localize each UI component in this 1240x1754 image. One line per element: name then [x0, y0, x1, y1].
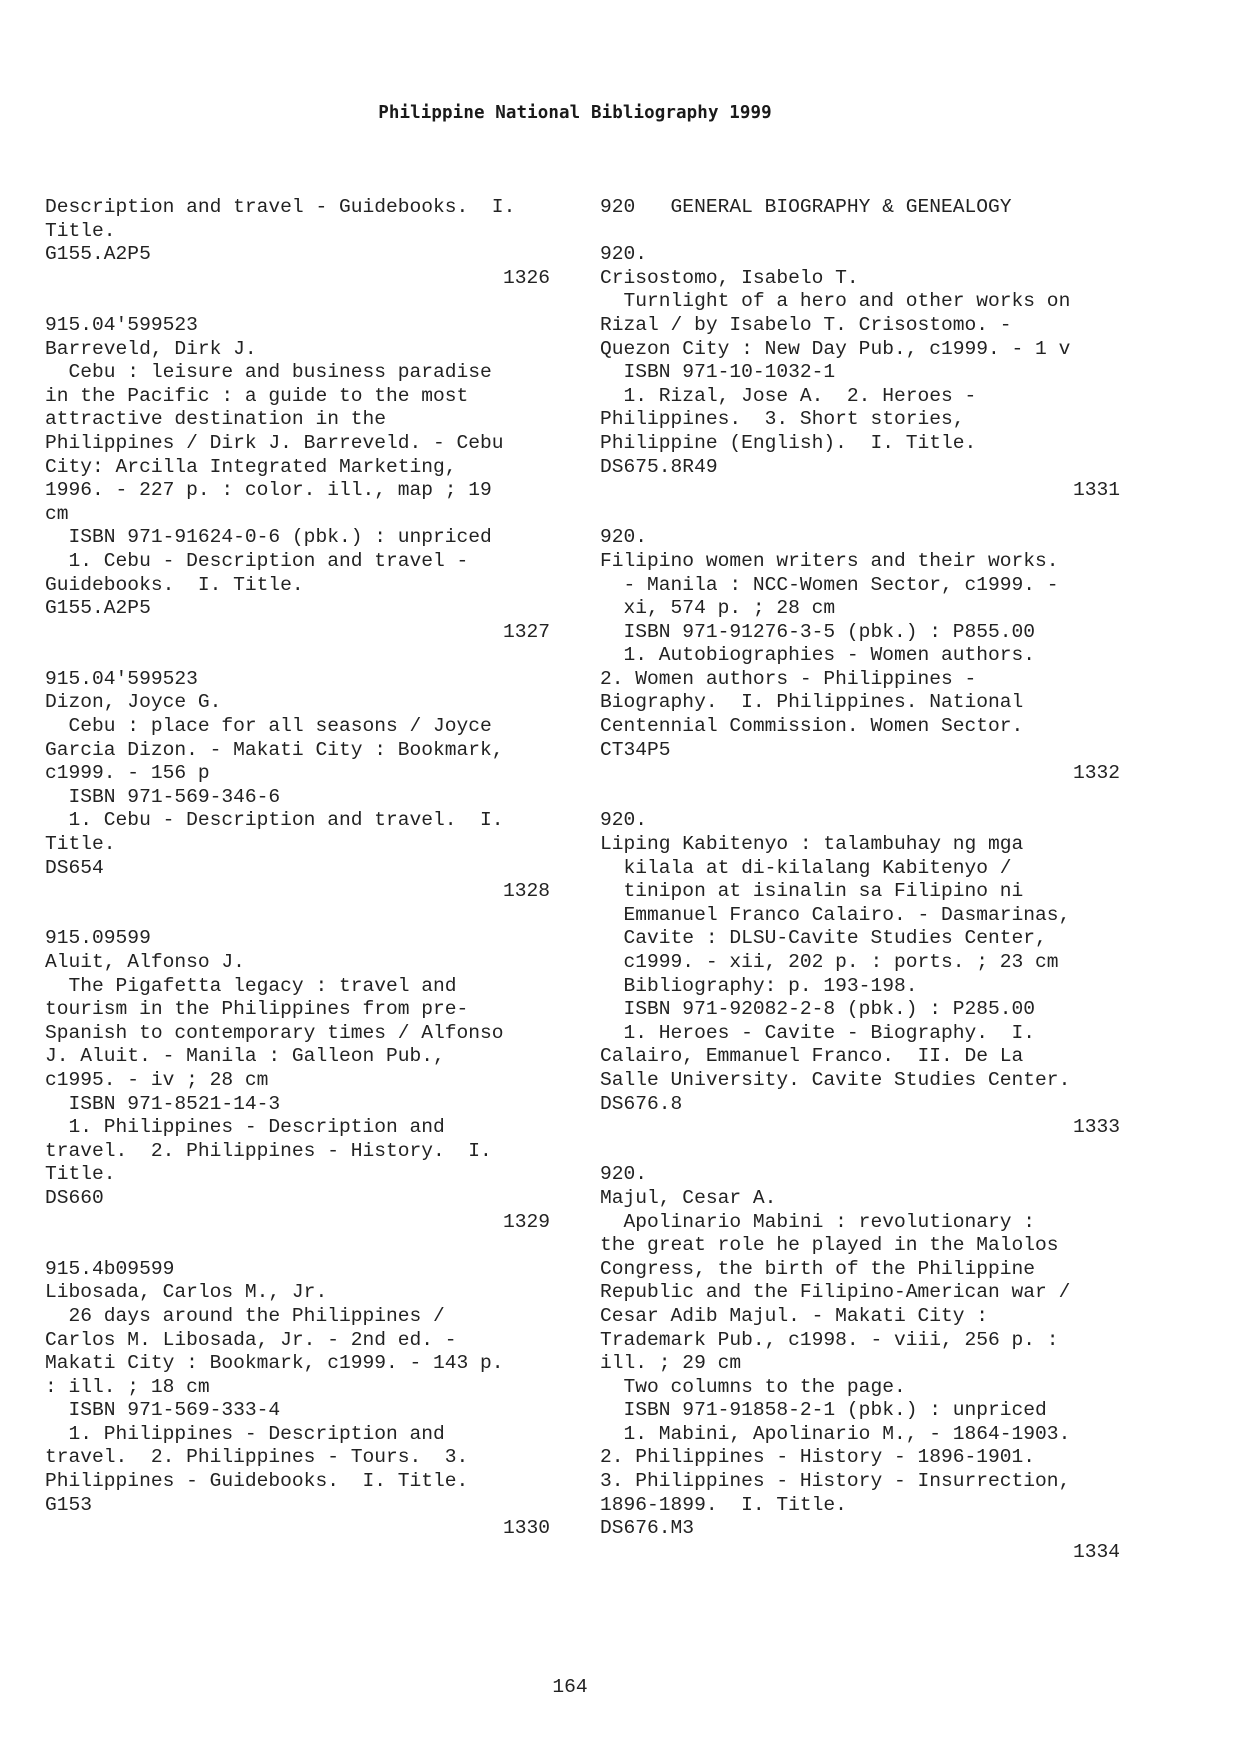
- entry-line: ISBN 971-10-1032-1: [600, 361, 836, 384]
- entry-line: CT34P5: [600, 738, 671, 761]
- entry-line: 915.09599: [45, 927, 151, 950]
- bibliography-entry: [45, 927, 550, 1234]
- entry-line: Two columns to the page.: [600, 1375, 906, 1398]
- entry-line: in the Pacific : a guide to the most: [45, 384, 469, 407]
- entry-number: 1330: [502, 1517, 550, 1540]
- entry-line: Congress, the birth of the Philippine: [600, 1257, 1036, 1280]
- entry-line: Philippine (English). I. Title.: [600, 431, 977, 454]
- entry-line: Cesar Adib Majul. - Makati City :: [600, 1304, 989, 1327]
- entry-line: Trademark Pub., c1998. - viii, 256 p. :: [600, 1328, 1059, 1351]
- entry-line: G155.A2P5: [45, 243, 151, 266]
- entry-line: Cebu : leisure and business paradise: [45, 361, 492, 384]
- entry-line: 920.: [600, 809, 648, 832]
- entry-line: Apolinario Mabini : revolutionary :: [600, 1210, 1036, 1233]
- entry-line: Rizal / by Isabelo T. Crisostomo. -: [600, 313, 1012, 336]
- entry-line: Philippines - Guidebooks. I. Title.: [45, 1470, 469, 1493]
- entry-line: 1. Mabini, Apolinario M., - 1864-1903.: [600, 1422, 1071, 1445]
- entry-line: Quezon City : New Day Pub., c1999. - 1 v: [600, 337, 1071, 360]
- entry-line: Turnlight of a hero and other works on: [600, 290, 1071, 313]
- entry-line: 915.04'599523: [45, 667, 198, 690]
- entry-number: 1329: [502, 1210, 550, 1233]
- entry-line: 26 days around the Philippines /: [45, 1304, 445, 1327]
- entry-line: tourism in the Philippines from pre-: [45, 998, 469, 1021]
- entry-line: ISBN 971-91276-3-5 (pbk.) : P855.00: [600, 620, 1036, 643]
- entry-line: ISBN 971-8521-14-3: [45, 1092, 281, 1115]
- entry-line: 915.04'599523: [45, 313, 198, 336]
- page-number: 164: [552, 1676, 588, 1698]
- entry-line: Bibliography: p. 193-198.: [600, 974, 918, 997]
- entry-line: DS675.8R49: [600, 455, 718, 478]
- entry-line: xi, 574 p. ; 28 cm: [600, 597, 836, 620]
- entry-line: Philippines. 3. Short stories,: [600, 408, 965, 431]
- entry-line: c1995. - iv ; 28 cm: [45, 1068, 269, 1091]
- entry-line: Dizon, Joyce G.: [45, 691, 222, 714]
- entry-line: Barreveld, Dirk J.: [45, 337, 257, 360]
- bibliography-entry: [45, 668, 550, 904]
- entry-line: Emmanuel Franco Calairo. - Dasmarinas,: [600, 903, 1071, 926]
- page-title: Philippine National Bibliography 1999: [378, 103, 772, 123]
- entry-line: Title.: [45, 219, 116, 242]
- entry-line: : ill. ; 18 cm: [45, 1375, 210, 1398]
- entry-line: 1. Rizal, Jose A. 2. Heroes -: [600, 384, 977, 407]
- entry-line: c1999. - 156 p: [45, 762, 210, 785]
- bibliography-entry: [45, 196, 550, 290]
- entry-line: G155.A2P5: [45, 597, 151, 620]
- bibliography-entry: [600, 526, 1120, 786]
- entry-number: 1327: [502, 620, 550, 643]
- entry-line: - Manila : NCC-Women Sector, c1999. -: [600, 573, 1059, 596]
- entry-line: cm: [45, 502, 69, 525]
- entry-line: travel. 2. Philippines - History. I.: [45, 1139, 492, 1162]
- entry-line: 1. Philippines - Description and: [45, 1422, 445, 1445]
- bibliography-entry: [600, 809, 1120, 1139]
- bibliography-entry: [45, 1258, 550, 1541]
- entry-line: Crisostomo, Isabelo T.: [600, 266, 859, 289]
- entry-line: 915.4b09599: [45, 1257, 175, 1280]
- entry-line: kilala at di-kilalang Kabitenyo /: [600, 856, 1012, 879]
- entry-number: 1331: [1072, 479, 1120, 502]
- entry-line: Liping Kabitenyo : talambuhay ng mga: [600, 833, 1024, 856]
- entry-line: G153: [45, 1493, 93, 1516]
- entry-number: 1333: [1072, 1116, 1120, 1139]
- entry-line: c1999. - xii, 202 p. : ports. ; 23 cm: [600, 951, 1059, 973]
- entry-line: Filipino women writers and their works.: [600, 549, 1059, 572]
- bibliography-entry: [600, 1163, 1120, 1564]
- entry-line: 920.: [600, 526, 648, 549]
- right-column: [600, 196, 1120, 1588]
- entry-line: Carlos M. Libosada, Jr. - 2nd ed. -: [45, 1328, 457, 1351]
- entry-line: 2. Women authors - Philippines -: [600, 667, 977, 690]
- entry-line: DS676.8: [600, 1092, 683, 1115]
- entry-line: Calairo, Emmanuel Franco. II. De La: [600, 1045, 1024, 1068]
- entry-line: Salle University. Cavite Studies Center.: [600, 1068, 1071, 1091]
- bibliography-entry: [600, 243, 1120, 503]
- entry-line: City: Arcilla Integrated Marketing,: [45, 455, 457, 478]
- entry-line: Description and travel - Guidebooks. I.: [45, 196, 516, 218]
- entry-number: 1332: [1072, 762, 1120, 785]
- entry-line: ISBN 971-91858-2-1 (pbk.) : unpriced: [600, 1399, 1047, 1422]
- entry-line: Title.: [45, 1163, 116, 1186]
- entry-line: Libosada, Carlos M., Jr.: [45, 1281, 328, 1304]
- entry-line: Spanish to contemporary times / Alfonso: [45, 1021, 504, 1044]
- entry-line: Aluit, Alfonso J.: [45, 951, 245, 973]
- entry-line: Biography. I. Philippines. National: [600, 691, 1024, 714]
- entry-line: J. Aluit. - Manila : Galleon Pub.,: [45, 1045, 445, 1068]
- entry-line: travel. 2. Philippines - Tours. 3.: [45, 1446, 469, 1469]
- entry-line: 1. Heroes - Cavite - Biography. I.: [600, 1021, 1036, 1044]
- entry-line: Cavite : DLSU-Cavite Studies Center,: [600, 927, 1047, 950]
- entry-line: Philippines / Dirk J. Barreveld. - Cebu: [45, 431, 504, 454]
- entry-line: Makati City : Bookmark, c1999. - 143 p.: [45, 1352, 504, 1375]
- entry-line: ISBN 971-569-346-6: [45, 785, 281, 808]
- entry-line: Majul, Cesar A.: [600, 1186, 777, 1209]
- entry-line: 1. Cebu - Description and travel -: [45, 549, 469, 572]
- entry-line: The Pigafetta legacy : travel and: [45, 974, 457, 997]
- entry-line: tinipon at isinalin sa Filipino ni: [600, 880, 1024, 903]
- entry-line: ill. ; 29 cm: [600, 1352, 742, 1375]
- right-column-entries: [600, 243, 1120, 1564]
- left-column: [45, 196, 550, 1564]
- entry-number: 1326: [502, 266, 550, 289]
- entry-line: attractive destination in the: [45, 408, 386, 431]
- entry-line: 1996. - 227 p. : color. ill., map ; 19: [45, 479, 492, 502]
- entry-number: 1334: [1072, 1540, 1120, 1563]
- entry-line: Cebu : place for all seasons / Joyce: [45, 715, 492, 738]
- entry-line: Centennial Commission. Women Sector.: [600, 715, 1024, 738]
- entry-line: the great role he played in the Malolos: [600, 1234, 1059, 1257]
- entry-line: ISBN 971-92082-2-8 (pbk.) : P285.00: [600, 998, 1036, 1021]
- entry-line: Garcia Dizon. - Makati City : Bookmark,: [45, 738, 504, 761]
- entry-line: Republic and the Filipino-American war /: [600, 1281, 1071, 1304]
- entry-line: 1896-1899. I. Title.: [600, 1493, 847, 1516]
- entry-line: Guidebooks. I. Title.: [45, 573, 304, 596]
- entry-line: DS676.M3: [600, 1517, 695, 1540]
- entry-line: Title.: [45, 833, 116, 856]
- entry-line: ISBN 971-569-333-4: [45, 1399, 281, 1422]
- entry-line: ISBN 971-91624-0-6 (pbk.) : unpriced: [45, 526, 492, 549]
- entry-line: 920.: [600, 243, 648, 266]
- entry-line: 3. Philippines - History - Insurrection,: [600, 1470, 1071, 1493]
- entry-line: DS654: [45, 856, 104, 879]
- entry-line: 1. Autobiographies - Women authors.: [600, 644, 1036, 667]
- entry-line: 920.: [600, 1163, 648, 1186]
- entry-number: 1328: [502, 880, 550, 903]
- entry-line: 1. Philippines - Description and: [45, 1116, 445, 1139]
- bibliography-entry: [45, 314, 550, 644]
- entry-line: 2. Philippines - History - 1896-1901.: [600, 1446, 1036, 1469]
- entry-line: 1. Cebu - Description and travel. I.: [45, 809, 504, 832]
- entry-line: DS660: [45, 1186, 104, 1209]
- section-heading: 920 GENERAL BIOGRAPHY & GENEALOGY: [600, 196, 1012, 218]
